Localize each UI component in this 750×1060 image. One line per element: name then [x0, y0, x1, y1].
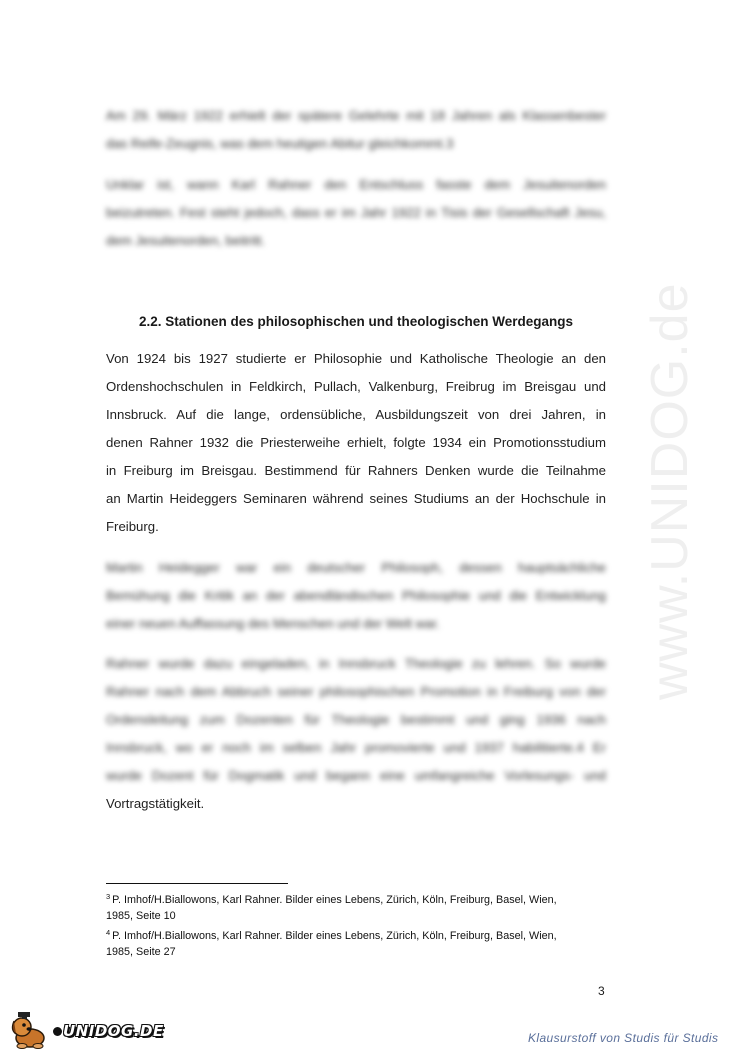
footnote-divider [106, 883, 288, 884]
text-line: dem Jesuitenorden, beitritt. [106, 233, 266, 248]
blurred-paragraph [106, 102, 606, 158]
text-line: Freiburg. [106, 519, 159, 534]
text-line: in Freiburg im Breisgau. Bestimmend für Rahners Denken wurde die Teilnahme [106, 463, 606, 478]
watermark: www.UNIDOG.de [641, 282, 699, 700]
page-number: 3 [598, 984, 605, 998]
text-line: an Martin Heideggers Seminaren während seines Studiums an der Hochschule in [106, 491, 606, 506]
text-line: Rahner wurde dazu eingeladen, in Innsbruck Theologie zu lehren. So wurde [106, 656, 606, 671]
footnote [106, 889, 606, 924]
text-line: beizutreten. Fest steht jedoch, dass er im Jahr 1922 in Tisis der Gesellschaft Jesu, [106, 205, 606, 220]
text-line: das Reife-Zeugnis, was dem heutigen Abitur gleichkommt.3 [106, 136, 454, 151]
blurred-paragraph [106, 650, 606, 790]
text-line: Unklar ist, wann Karl Rahner den Entschluss fasste dem Jesuitenorden [106, 177, 606, 192]
text-line: Am 29. März 1922 erhielt der spätere Gelehrte mit 18 Jahren als Klassenbester [106, 108, 606, 123]
blurred-paragraph [106, 554, 606, 638]
logo-text: UNIDOG.DE [63, 1022, 164, 1040]
footnote-text: P. Imhof/H.Biallowons, Karl Rahner. Bilder eines Lebens, Zürich, Köln, Freiburg, Basel, Wien, [112, 930, 557, 942]
text-line: Von 1924 bis 1927 studierte er Philosophie und Katholische Theologie an den [106, 351, 606, 366]
text-line: Bemühung die Kritik an der abendländischen Philosophie und die Entwicklung [106, 588, 606, 603]
footnote-text: P. Imhof/H.Biallowons, Karl Rahner. Bilder eines Lebens, Zürich, Köln, Freiburg, Basel, Wien, [112, 894, 557, 906]
blurred-paragraph [106, 171, 606, 255]
unidog-logo [8, 1012, 164, 1050]
text-line: Martin Heidegger war ein deutscher Philosoph, dessen hauptsächliche [106, 560, 606, 575]
text-line: wurde Dozent für Dogmatik und begann eine umfangreiche Vorlesungs- und [106, 768, 606, 783]
footnote [106, 925, 606, 960]
text-line: Rahner nach dem Abbruch seiner philosophischen Promotion in Freiburg von der [106, 684, 606, 699]
footnote-number: 4 [106, 928, 111, 937]
text-line: Innsbruck, wo er noch im selben Jahr promovierte und 1937 habilitierte.4 Er [106, 740, 606, 755]
text-line: einer neuen Auffassung des Menschen und der Welt war. [106, 616, 440, 631]
text-line: Ordenshochschulen in Feldkirch, Pullach, Valkenburg, Freibrug im Breisgau und [106, 379, 606, 394]
tagline: Klausurstoff von Studis für Studis [528, 1031, 719, 1045]
text-line: Ordensleitung zum Dozenten für Theologie bestimmt und ging 1936 nach [106, 712, 606, 727]
text-line: Innsbruck. Auf die lange, ordensübliche, Ausbildungszeit von drei Jahren, in [106, 407, 606, 422]
text-line: denen Rahner 1932 die Priesterweihe erhielt, folgte 1934 ein Promotionsstudium [106, 435, 606, 450]
paw-icon [53, 1027, 62, 1036]
footnote-text-cont: 1985, Seite 27 [106, 945, 176, 958]
section-heading: 2.2. Stationen des philosophischen und theologischen Werdegangs [138, 314, 574, 329]
dog-mascot-icon [8, 1012, 52, 1050]
section-paragraph [106, 345, 606, 541]
footnote-number: 3 [106, 892, 111, 901]
footnote-text-cont: 1985, Seite 10 [106, 909, 176, 922]
text-line: Vortragstätigkeit. [106, 796, 205, 811]
paragraph-last-line [106, 790, 606, 818]
footnotes [106, 889, 606, 961]
